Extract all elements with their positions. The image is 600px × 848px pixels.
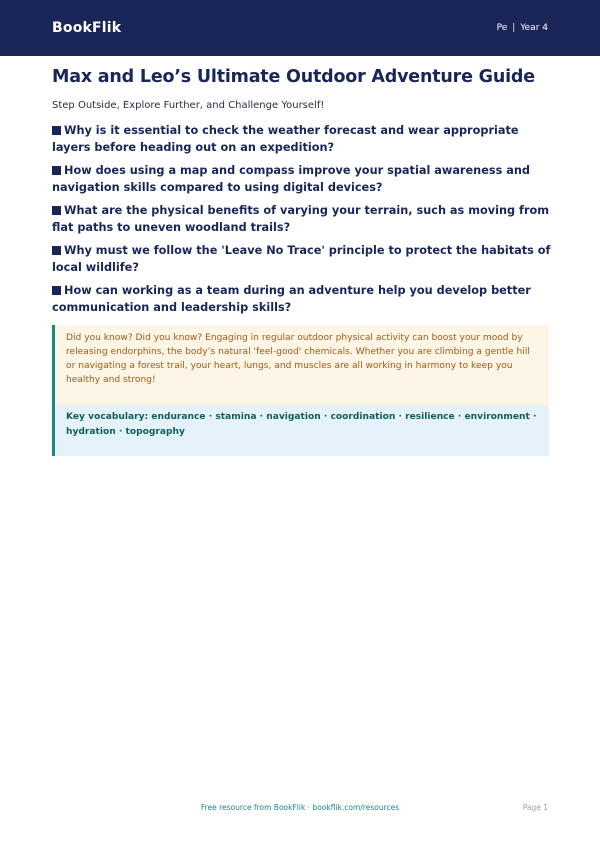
subject-label: Pe bbox=[496, 23, 508, 33]
key-vocabulary-box: Key vocabulary: endurance · stamina · navigation · coordination · resilience · environment · hydration · topography bbox=[55, 405, 549, 456]
header-bar bbox=[0, 0, 600, 56]
question-text: What are the physical benefits of varying your terrain, such as moving from flat paths to uneven woodland trails? bbox=[52, 204, 550, 234]
question-item bbox=[52, 242, 552, 276]
question-list bbox=[52, 122, 552, 322]
question-text: How does using a map and compass improve your spatial awareness and navigation skills compared to using digital devices? bbox=[52, 164, 531, 194]
year-label: Year 4 bbox=[520, 23, 548, 33]
question-item bbox=[52, 122, 552, 156]
question-item bbox=[52, 162, 552, 196]
did-you-know-box: Did you know? Did you know? Engaging in regular outdoor physical activity can boost your mood by releasing endorphins, the body’s natural 'feel-good' chemicals. Whether you are climbing a gentle hill or navigating a forest trail, your heart, lungs, and muscles are all working in harmony to keep you healthy and strong! bbox=[55, 325, 549, 405]
page-title: Max and Leo’s Ultimate Outdoor Adventure Guide bbox=[52, 67, 535, 87]
meta-separator: | bbox=[512, 23, 516, 33]
square-bullet-icon bbox=[52, 206, 61, 215]
square-bullet-icon bbox=[52, 166, 61, 175]
question-item bbox=[52, 202, 552, 236]
page-number: Page 1 bbox=[522, 803, 548, 812]
square-bullet-icon bbox=[52, 126, 61, 135]
footer-resource-link[interactable]: Free resource from BookFlik · bookflik.com/resources bbox=[200, 803, 400, 812]
info-callout bbox=[52, 325, 549, 456]
brand-logo-text[interactable]: BookFlik bbox=[52, 20, 122, 36]
square-bullet-icon bbox=[52, 286, 61, 295]
question-item bbox=[52, 282, 552, 316]
question-text: How can working as a team during an adventure help you develop better communication and leadership skills? bbox=[52, 284, 531, 314]
square-bullet-icon bbox=[52, 246, 61, 255]
question-text: Why is it essential to check the weather forecast and wear appropriate layers before heading out on an expedition? bbox=[52, 124, 519, 154]
question-text: Why must we follow the 'Leave No Trace' principle to protect the habitats of local wildlife? bbox=[52, 244, 551, 274]
page-subtitle: Step Outside, Explore Further, and Challenge Yourself! bbox=[52, 100, 325, 111]
subject-year-meta bbox=[497, 23, 548, 33]
